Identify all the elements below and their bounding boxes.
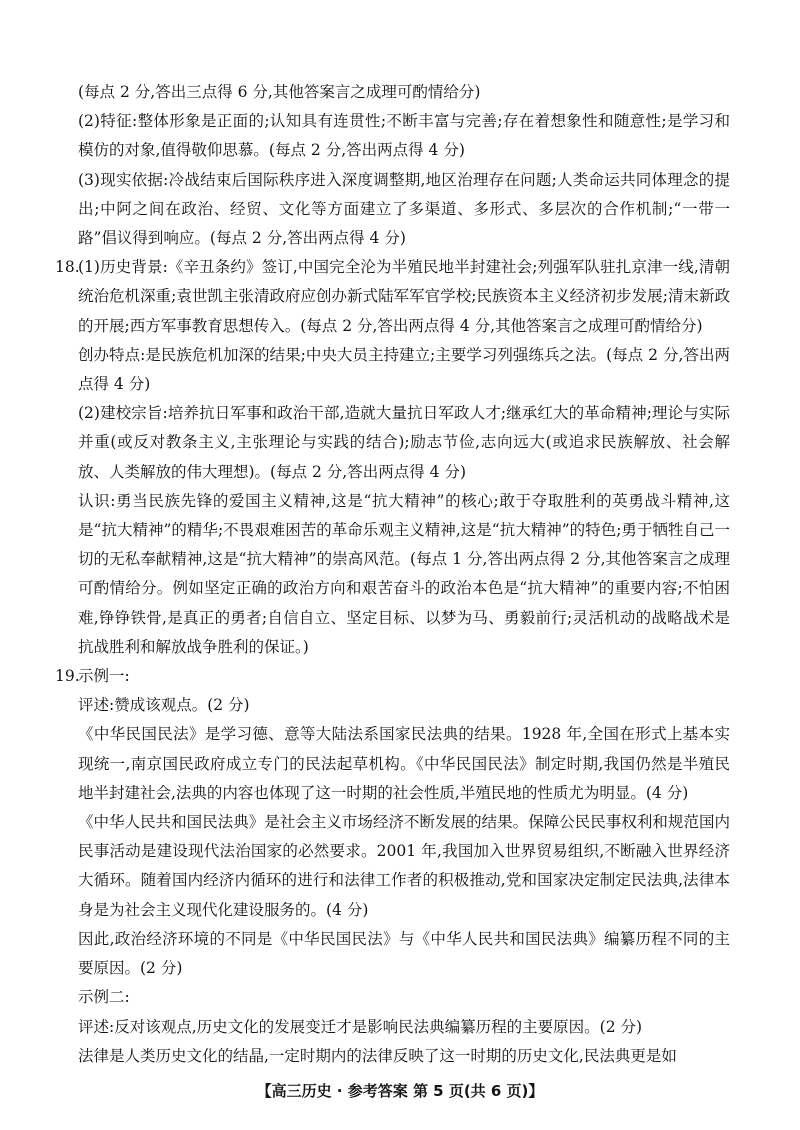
q19-example1-para2: 《中华人民共和国民法典》是社会主义市场经济不断发展的结果。保障公民民事权利和规范国内民事活动是建设现代法治国家的必然要求。2001 年,我国加入世界贸易组织,不断融入世界经济大循环。随着国内经济内循环的进行和法律工作者的积极推动,党和国家决定制定民法典,法律本身是为社会主义现代化建设服务的。(4 分) (78, 813, 730, 919)
q19-example1-comment: 评述:赞成该观点。(2 分) (78, 696, 250, 715)
q18-part1-background: (1)历史背景:《辛丑条约》签订,中国完全沦为半殖民地半封建社会;列强军队驻扎京津一线,清朝统治危机深重;袁世凯主张清政府应创办新式陆军军官学校;民族资本主义经济初步发展;清末新政的开展;西方军事教育思想传入。(每点 2 分,答出两点得 4 分,其他答案言之成理可酌情给分) (78, 258, 730, 335)
q19-example2-heading: 示例二: (78, 988, 130, 1007)
q19-example2-para1: 法律是人类历史文化的结晶,一定时期内的法律反映了这一时期的历史文化,民法典更是如 (78, 1046, 677, 1065)
q18-part2-purpose: (2)建校宗旨:培养抗日军事和政治干部,造就大量抗日军政人才;继承红大的革命精神;理论与实际并重(或反对教条主义,主张理论与实践的结合);励志节俭,志向远大(或追求民族解放、社会解放、人类解放的伟大理想)。(每点 2 分,答出两点得 4 分) (78, 404, 730, 481)
question-18 (55, 253, 730, 341)
q19-example2-comment: 评述:反对该观点,历史文化的发展变迁才是影响民法典编纂历程的主要原因。(2 分) (78, 1017, 643, 1036)
q17-part3-answer: (3)现实依据:冷战结束后国际秩序进入深度调整期,地区治理存在问题;人类命运共同体理念的提出;中阿之间在政治、经贸、文化等方面建立了多渠道、多形式、多层次的合作机制;“一带一路”倡议得到响应。(每点 2 分,答出两点得 4 分) (78, 170, 730, 248)
q19-example1-para1: 《中华民国民法》是学习德、意等大陆法系国家民法典的结果。1928 年,全国在形式上基本实现统一,南京国民政府成立专门的民法起草机构。《中华民国民法》制定时期,我国仍然是半殖民地半封建社会,法典的内容也体现了这一时期的社会性质,半殖民地的性质尤为明显。(4 分) (78, 725, 730, 802)
answer-content (55, 78, 730, 1071)
question-19-number: 19. (55, 667, 80, 686)
q19-example1-conclusion: 因此,政治经济环境的不同是《中华民国民法》与《中华人民共和国民法典》编纂历程不同的主要原因。(2 分) (78, 929, 730, 978)
q19-example1-heading: 示例一: (78, 667, 130, 686)
page-footer: 【高三历史 · 参考答案 第 5 页(共 6 页)】 (256, 1082, 544, 1100)
q17-part2-answer: (2)特征:整体形象是正面的;认知具有连贯性;不断丰富与完善;存在着想象性和随意性;是学习和模仿的对象,值得敬仰思慕。(每点 2 分,答出两点得 4 分) (78, 112, 730, 160)
q18-part2-understanding: 认识:勇当民族先锋的爱国主义精神,这是“抗大精神”的核心;敢于夺取胜利的英勇战斗精神,这是“抗大精神”的精华;不畏艰难困苦的革命乐观主义精神,这是“抗大精神”的特色;勇于牺牲自己一切的无私奉献精神,这是“抗大精神”的崇高风范。(每点 1 分,答出两点得 2 分,其他答案言之成理可酌情给分。例如坚定正确的政治方向和艰苦奋斗的政治本色是“抗大精神”的重要内容;不怕困难,铮铮铁骨,是真正的勇者;自信自立、坚定目标、以梦为马、勇毅前行;灵活机动的战略战术是抗战胜利和解放战争胜利的保证。) (78, 491, 730, 656)
q17-scoring-note: (每点 2 分,答出三点得 6 分,其他答案言之成理可酌情给分) (78, 83, 481, 101)
question-18-number: 18. (55, 258, 80, 277)
question-19 (55, 662, 730, 691)
q18-part1-features: 创办特点:是民族危机加深的结果;中央大员主持建立;主要学习列强练兵之法。(每点 2 分,答出两点得 4 分) (78, 345, 730, 394)
